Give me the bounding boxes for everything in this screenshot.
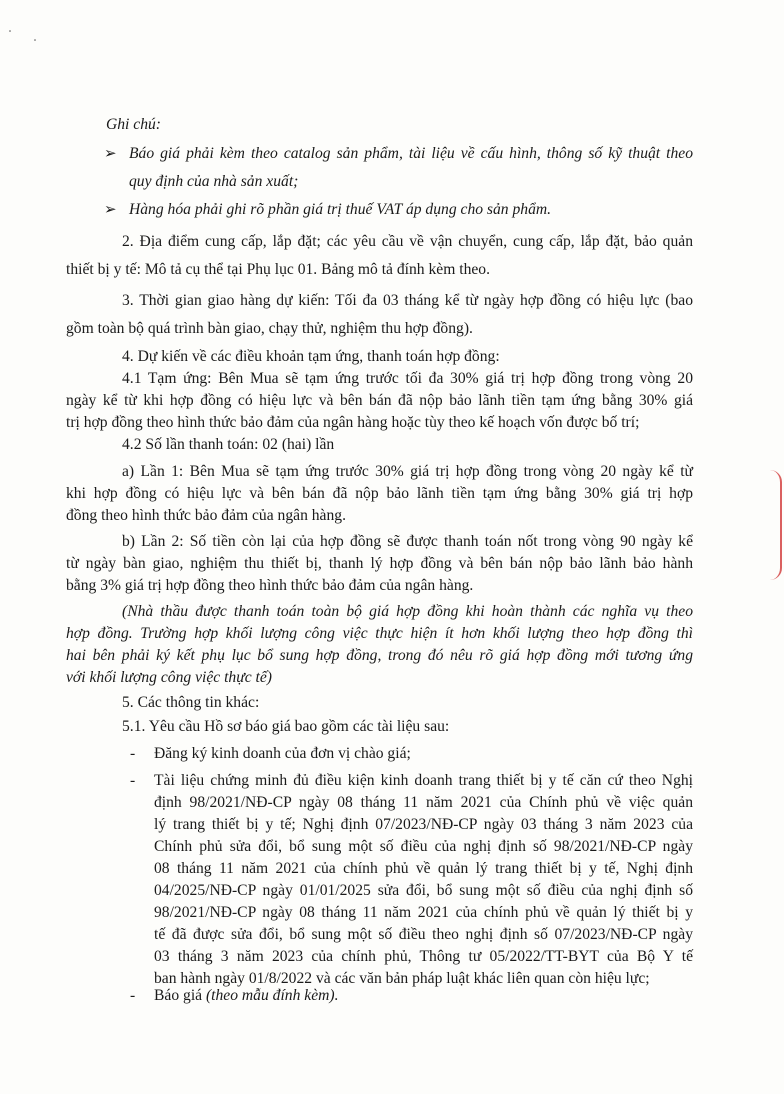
payment-note-line-4: với khối lượng công việc thực tế) (66, 669, 272, 686)
section-4-2-a-line-3: đồng theo hình thức bảo đảm của ngân hàng. (66, 507, 346, 524)
red-stamp-edge (770, 470, 782, 580)
note-bullet-1-line-1: Báo giá phải kèm theo catalog sản phẩm, tài liệu về cấu hình, thông số kỹ thuật theo (129, 145, 693, 162)
section-4-2-b-line-3: bằng 3% giá trị hợp đồng theo hình thức bảo đảm của ngân hàng. (66, 577, 474, 594)
section-4-2-a-line-2: khi hợp đồng có hiệu lực và bên bán đã nộp bảo lãnh tiền tạm ứng bằng 30% giá trị hợp (66, 485, 693, 502)
payment-note-line-2: hợp đồng. Trường hợp khối lượng công việc thực hiện ít hơn khối lượng theo hợp đồng thì (66, 625, 693, 642)
section-5-heading: 5. Các thông tin khác: (122, 694, 260, 711)
requirement-item-2-line-3: lý trang thiết bị y tế; Nghị định 07/2023/NĐ-CP ngày 03 tháng 3 năm 2023 của (154, 816, 693, 833)
section-4-1-line-2: ngày kể từ khi hợp đồng có hiệu lực và bên bán đã nộp bảo lãnh tiền tạm ứng bằng 30% giá (66, 392, 693, 409)
payment-note-line-1: (Nhà thầu được thanh toán toàn bộ giá hợp đồng khi hoàn thành các nghĩa vụ theo (122, 603, 693, 620)
scan-specks (8, 28, 38, 44)
requirement-item-2-line-8: tế đã được sửa đổi, bổ sung một số điều theo nghị định số 07/2023/NĐ-CP ngày (154, 926, 693, 943)
requirement-item-2-line-4: Chính phủ sửa đổi, bổ sung một số điều của nghị định số 98/2021/NĐ-CP ngày (154, 838, 693, 855)
note-bullet-2: Hàng hóa phải ghi rõ phần giá trị thuế VAT áp dụng cho sản phẩm. (129, 201, 552, 218)
requirement-item-3-italic: (theo mẫu đính kèm). (205, 987, 339, 1004)
requirement-item-1: Đăng ký kinh doanh của đơn vị chào giá; (154, 745, 411, 762)
requirement-item-3 (154, 985, 338, 1007)
section-3-line-2: gồm toàn bộ quá trình bàn giao, chạy thử, nghiệm thu hợp đồng). (66, 320, 473, 337)
section-2-line-1: 2. Địa điểm cung cấp, lắp đặt; các yêu cầu về vận chuyển, cung cấp, lắp đặt, bảo quản (122, 233, 693, 250)
note-heading: Ghi chú: (106, 116, 161, 133)
dash-bullet-icon: - (130, 772, 136, 789)
section-4-2-heading: 4.2 Số lần thanh toán: 02 (hai) lần (122, 436, 335, 453)
note-bullet-1-line-2: quy định của nhà sản xuất; (129, 173, 299, 190)
requirement-item-2-line-10: ban hành ngày 01/8/2022 và các văn bản pháp luật khác liên quan còn hiệu lực; (154, 970, 650, 987)
requirement-item-2-line-9: 03 tháng 3 năm 2023 của chính phủ, Thông tư 05/2022/TT-BYT của Bộ Y tế (154, 948, 693, 965)
requirement-item-3-text: Báo giá (154, 987, 206, 1004)
arrow-bullet-icon: ➢ (104, 202, 117, 218)
arrow-bullet-icon: ➢ (104, 146, 117, 162)
requirement-item-2-line-5: 08 tháng 11 năm 2021 của chính phủ về quản lý trang thiết bị y tế, Nghị định (154, 860, 693, 877)
section-2-line-2: thiết bị y tế: Mô tả cụ thể tại Phụ lục 01. Bảng mô tả đính kèm theo. (66, 261, 490, 278)
section-4-1-line-1: 4.1 Tạm ứng: Bên Mua sẽ tạm ứng trước tối đa 30% giá trị hợp đồng trong vòng 20 (122, 370, 693, 387)
section-3-line-1: 3. Thời gian giao hàng dự kiến: Tối đa 03 tháng kể từ ngày hợp đồng có hiệu lực (bao (122, 292, 693, 309)
requirement-item-2-line-2: định 98/2021/NĐ-CP ngày 08 tháng 11 năm 2021 của Chính phủ về việc quản (154, 794, 693, 811)
requirement-item-2-line-1: Tài liệu chứng minh đủ điều kiện kinh doanh trang thiết bị y tế căn cứ theo Nghị (154, 772, 693, 789)
requirement-item-2-line-7: 98/2021/NĐ-CP ngày 08 tháng 11 năm 2021 của chính phủ về quản lý thiết bị y (154, 904, 693, 921)
section-5-1-heading: 5.1. Yêu cầu Hồ sơ báo giá bao gồm các tài liệu sau: (122, 718, 450, 735)
section-4-1-line-3: trị hợp đồng theo hình thức bảo đảm của ngân hàng hoặc tùy theo kế hoạch vốn được bố trí; (66, 414, 640, 431)
requirement-item-2-line-6: 04/2025/NĐ-CP ngày 01/01/2025 sửa đổi, bổ sung một số điều của nghị định số (154, 882, 693, 899)
dash-bullet-icon: - (130, 987, 136, 1004)
section-4-heading: 4. Dự kiến về các điều khoản tạm ứng, thanh toán hợp đồng: (122, 348, 500, 365)
section-4-2-b-line-2: từ ngày bàn giao, nghiệm thu thiết bị, thanh lý hợp đồng và bên bán nộp bảo lãnh bảo hành (66, 555, 693, 572)
dash-bullet-icon: - (130, 745, 136, 762)
section-4-2-b-line-1: b) Lần 2: Số tiền còn lại của hợp đồng sẽ được thanh toán nốt trong vòng 90 ngày kể (122, 533, 693, 550)
section-4-2-a-line-1: a) Lần 1: Bên Mua sẽ tạm ứng trước 30% giá trị hợp đồng trong vòng 20 ngày kể từ (122, 463, 693, 480)
payment-note-line-3: hai bên phải ký kết phụ lục bổ sung hợp đồng, trong đó nêu rõ giá hợp đồng mới tương ứng (66, 647, 693, 664)
